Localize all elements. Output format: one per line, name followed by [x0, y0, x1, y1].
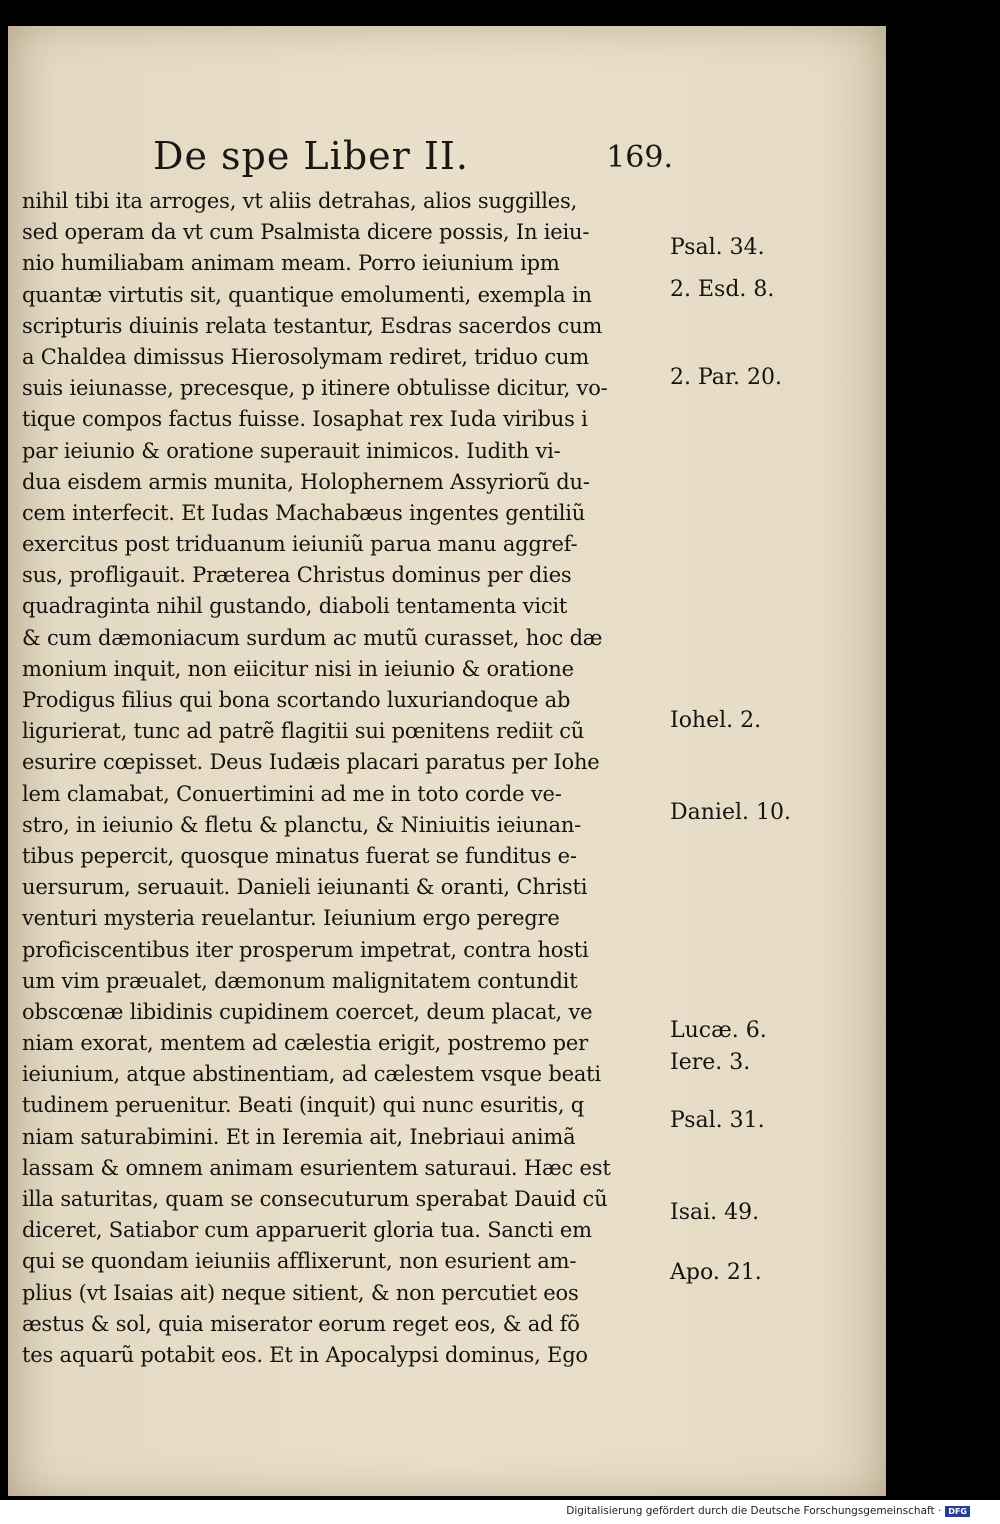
text-line: æstus & sol, quia miserator eorum reget eos, & ad fõ — [22, 1311, 580, 1336]
text-line: niam exorat, mentem ad cælestia erigit, postremo per — [22, 1031, 588, 1056]
margin-note: 2. Par. 20. — [670, 365, 782, 390]
text-line: um vim præualet, dæmonum malignitatem contundit — [22, 968, 578, 993]
text-line: dua eisdem armis munita, Holophernem Assyriorũ du- — [22, 469, 590, 494]
text-line: nihil tibi ita arroges, vt aliis detrahas, alios suggilles, — [22, 189, 578, 213]
text-line: diceret, Satiabor cum apparuerit gloria tua. Sancti em — [22, 1218, 592, 1243]
text-line: lem clamabat, Conuertimini ad me in toto corde ve- — [22, 781, 562, 806]
text-line: nio humiliabam animam meam. Porro ieiunium ipm — [22, 251, 560, 276]
margin-note: Isai. 49. — [670, 1200, 760, 1225]
text-line: sus, profligauit. Præterea Christus dominus per dies — [22, 563, 572, 588]
footer-credit — [566, 1505, 970, 1517]
text-line: venturi mysteria reuelantur. Ieiunium ergo peregre — [22, 906, 560, 931]
text-line: quantæ virtutis sit, quantique emolumenti, exempla in — [22, 282, 592, 307]
text-line: illa saturitas, quam se consecuturum sperabat Dauid cũ — [22, 1187, 608, 1211]
text-line: par ieiunio & oratione superauit inimicos. Iudith vi- — [22, 438, 561, 463]
text-line: plius (vt Isaias ait) neque sitient, & non percutiet eos — [22, 1280, 579, 1305]
text-line: stro, in ieiunio & fletu & planctu, & Niniuitis ieiunan- — [22, 812, 582, 837]
running-title: De spe Liber II. — [153, 134, 469, 178]
page-header — [153, 134, 673, 184]
page-number: 169. — [606, 140, 673, 175]
text-line: esurire cœpisset. Deus Iudæis placari paratus per Iohe — [22, 750, 600, 775]
text-line: monium inquit, non eiicitur nisi in ieiunio & oratione — [22, 656, 574, 681]
dfg-logo: DFG — [945, 1506, 970, 1517]
text-line: qui se quondam ieiuniis afflixerunt, non esurient am- — [22, 1249, 577, 1274]
margin-note: Iere. 3. — [670, 1050, 751, 1075]
margin-note: Iohel. 2. — [670, 708, 762, 733]
text-line: uersurum, seruauit. Danieli ieiunanti & oranti, Christi — [22, 875, 588, 900]
text-line: niam saturabimini. Et in Ieremia ait, Inebriaui animã — [22, 1124, 576, 1149]
text-line: exercitus post triduanum ieiuniũ parua manu aggref- — [22, 532, 578, 557]
margin-note: Psal. 34. — [670, 235, 765, 260]
text-line: suis ieiunasse, precesque, p itinere obtulisse dicitur, vo- — [22, 376, 608, 401]
text-line: lassam & omnem animam esurientem saturaui. Hæc est — [22, 1155, 611, 1180]
credit-text: Digitalisierung gefördert durch die Deutsche Forschungsgemeinschaft · — [566, 1505, 942, 1517]
text-line: scripturis diuinis relata testantur, Esdras sacerdos cum — [22, 313, 603, 338]
text-line: tudinem peruenitur. Beati (inquit) qui nunc esuritis, q — [22, 1093, 585, 1118]
text-line: ieiunium, atque abstinentiam, ad cælestem vsque beati — [22, 1062, 601, 1087]
text-line: ligurierat, tunc ad patrẽ flagitii sui pœnitens rediit cũ — [22, 719, 585, 744]
text-line: tique compos factus fuisse. Iosaphat rex Iuda viribus i — [22, 407, 588, 432]
margin-note: Daniel. 10. — [670, 800, 791, 825]
text-line: obscœnæ libidinis cupidinem coercet, deum placat, ve — [22, 999, 593, 1024]
margin-note: 2. Esd. 8. — [670, 277, 775, 302]
text-line: sed operam da vt cum Psalmista dicere possis, In ieiu- — [22, 220, 590, 245]
margin-note: Lucæ. 6. — [670, 1018, 767, 1043]
text-line: tes aquarũ potabit eos. Et in Apocalypsi dominus, Ego — [22, 1342, 588, 1367]
text-line: cem interfecit. Et Iudas Machabæus ingentes gentiliũ — [22, 500, 586, 525]
margin-note: Psal. 31. — [670, 1108, 765, 1133]
book-page — [8, 26, 886, 1496]
text-line: proficiscentibus iter prosperum impetrat, contra hosti — [22, 937, 589, 962]
text-line: quadraginta nihil gustando, diaboli tentamenta vicit — [22, 594, 568, 619]
margin-note: Apo. 21. — [670, 1260, 762, 1285]
text-line: Prodigus filius qui bona scortando luxuriandoque ab — [22, 688, 571, 712]
text-line: a Chaldea dimissus Hierosolymam rediret, triduo cum — [22, 344, 589, 369]
text-line: tibus pepercit, quosque minatus fuerat se funditus e- — [22, 843, 577, 868]
body-text — [22, 186, 672, 1371]
text-line: & cum dæmoniacum surdum ac mutũ curasset, hoc dæ — [22, 625, 603, 650]
